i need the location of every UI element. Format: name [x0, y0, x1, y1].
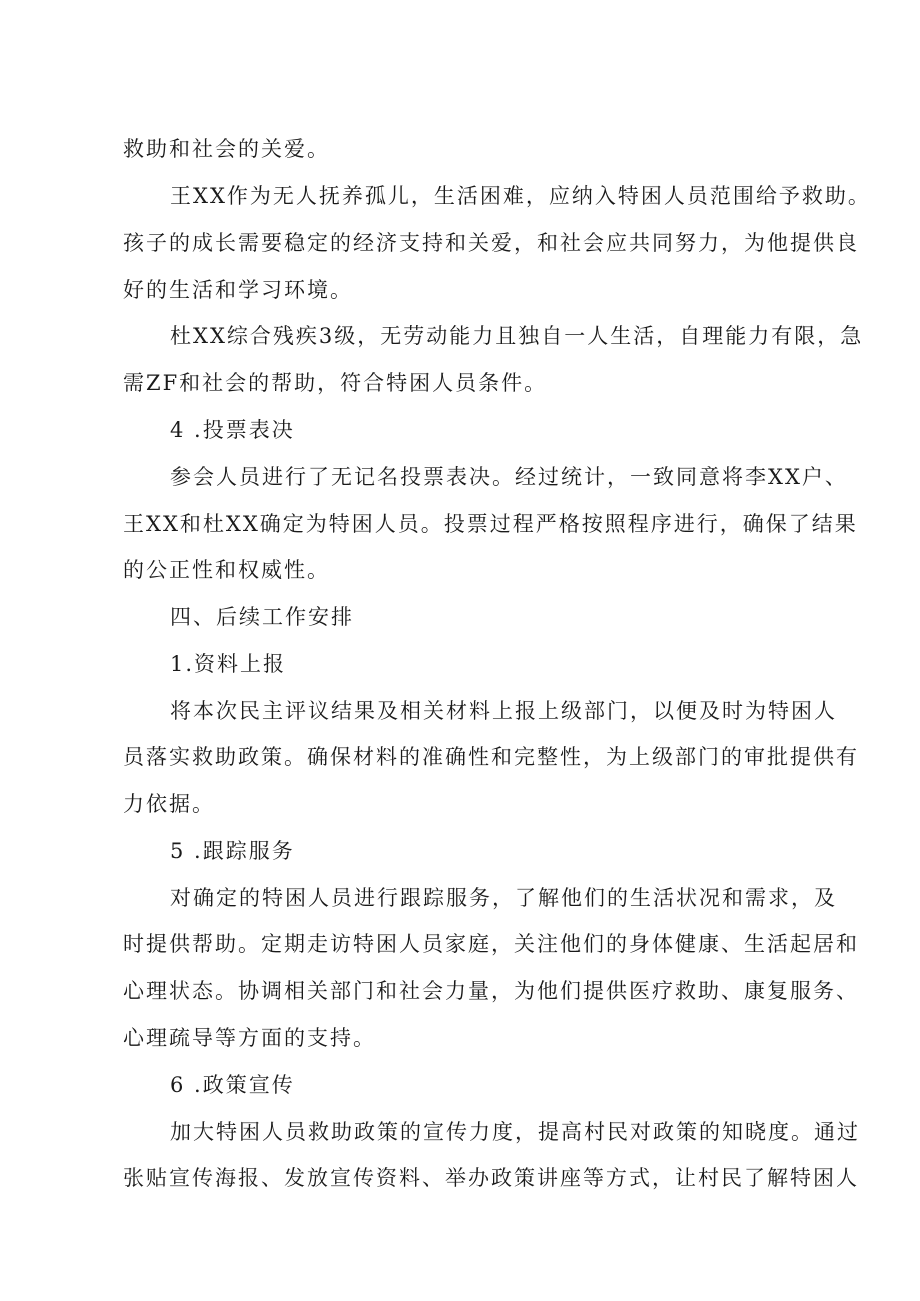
paragraph-line: 杜XX综合残疾3级，无劳动能力且独自一人生活，自理能力有限，急: [170, 324, 864, 348]
section-heading: 1.资料上报: [170, 652, 287, 676]
paragraph-line: 将本次民主评议结果及相关材料上报上级部门，以便及时为特困人: [170, 699, 837, 723]
section-heading: 四、后续工作安排: [170, 605, 354, 629]
paragraph-line: 好的生活和学习环境。: [123, 278, 353, 302]
paragraph-line: 对确定的特困人员进行跟踪服务，了解他们的生活状况和需求，及: [170, 886, 837, 910]
paragraph-line: 加大特困人员救助政策的宣传力度，提高村民对政策的知晓度。通过: [170, 1120, 860, 1144]
paragraph-line: 张贴宣传海报、发放宣传资料、举办政策讲座等方式，让村民了解特困人: [123, 1166, 859, 1190]
paragraph-line: 救助和社会的关爱。: [123, 137, 330, 161]
paragraph-line: 需ZF和社会的帮助，符合特困人员条件。: [123, 371, 548, 395]
paragraph-line: 王XX和杜XX确定为特困人员。投票过程严格按照程序进行，确保了结果: [123, 512, 858, 536]
paragraph-line: 孩子的成长需要稳定的经济支持和关爱，和社会应共同努力，为他提供良: [123, 231, 859, 255]
section-heading: 6 .政策宣传: [170, 1073, 295, 1097]
paragraph-line: 参会人员进行了无记名投票表决。经过统计，一致同意将李XX户、: [170, 465, 848, 489]
paragraph-line: 的公正性和权威性。: [123, 558, 330, 582]
paragraph-line: 员落实救助政策。确保材料的准确性和完整性，为上级部门的审批提供有: [123, 745, 859, 769]
paragraph-line: 力依据。: [123, 792, 215, 816]
paragraph-line: 心理状态。协调相关部门和社会力量，为他们提供医疗救助、康复服务、: [123, 979, 859, 1003]
section-heading: 5 .跟踪服务: [170, 839, 295, 863]
section-heading: 4 .投票表决: [170, 418, 295, 442]
paragraph-line: 心理疏导等方面的支持。: [123, 1026, 376, 1050]
paragraph-line: 时提供帮助。定期走访特困人员家庭，关注他们的身体健康、生活起居和: [123, 932, 859, 956]
paragraph-line: 王XX作为无人抚养孤儿，生活困难，应纳入特困人员范围给予救助。: [170, 184, 871, 208]
